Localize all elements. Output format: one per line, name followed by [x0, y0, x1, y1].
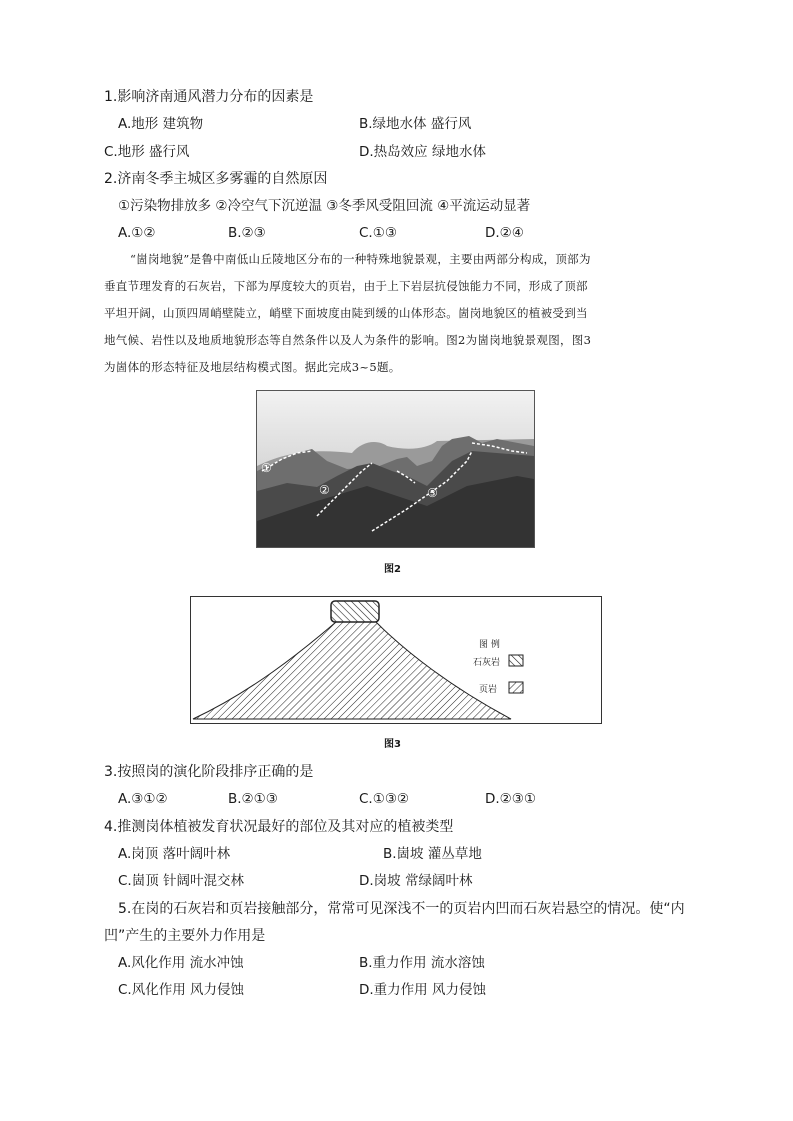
q2-option-d: D.②④ [485, 225, 524, 241]
passage-line-1: “崮岗地貌”是鲁中南低山丘陵地区分布的一种特殊地貌景观，主要由两部分构成，顶部为 [130, 252, 591, 266]
q1-option-b: B.绿地水体 盛行风 [359, 116, 472, 132]
figure-3-caption: 图3 [384, 739, 401, 750]
q4-option-c: C.崮顶 针阔叶混交林 [118, 873, 245, 889]
passage-line-4: 地气候、岩性以及地质地貌形态等自然条件以及人为条件的影响。图2为崮岗地貌景观图，图3 [104, 333, 592, 347]
q5-option-a: A.风化作用 流水冲蚀 [118, 955, 244, 971]
legend-limestone-swatch [509, 655, 523, 666]
q5-option-d: D.重力作用 风力侵蚀 [359, 982, 486, 998]
q1-option-d: D.热岛效应 绿地水体 [359, 144, 486, 160]
q2-option-a: A.①② [118, 225, 156, 241]
marker-1: ① [261, 461, 272, 475]
shale-layer [193, 622, 511, 719]
q5-option-b: B.重力作用 流水溶蚀 [359, 955, 485, 971]
figure-2-caption: 图2 [384, 564, 401, 575]
limestone-cap [331, 601, 379, 622]
q1-option-c: C.地形 盛行风 [104, 144, 190, 160]
q3-option-b: B.②①③ [228, 791, 278, 807]
q4-option-b: B.崮坡 灌丛草地 [383, 846, 482, 862]
q1-stem: 1.影响济南通风潜力分布的因素是 [104, 89, 314, 105]
q3-option-c: C.①③② [359, 791, 410, 807]
q4-option-a: A.岗顶 落叶阔叶林 [118, 846, 231, 862]
figure-2-photo [256, 390, 535, 548]
marker-2: ② [319, 483, 330, 497]
legend-title: 图 例 [479, 640, 500, 650]
q5-option-c: C.风化作用 风力侵蚀 [118, 982, 245, 998]
q3-stem: 3.按照岗的演化阶段排序正确的是 [104, 764, 314, 780]
q3-option-a: A.③①② [118, 791, 168, 807]
passage-line-2: 垂直节理发育的石灰岩，下部为厚度较大的页岩，由于上下岩层抗侵蚀能力不同，形成了顶部 [104, 279, 588, 293]
q4-stem: 4.推测岗体植被发育状况最好的部位及其对应的植被类型 [104, 819, 454, 835]
passage-line-3: 平坦开阔，山顶四周峭壁陡立，峭壁下面坡度由陡到缓的山体形态。崮岗地貌区的植被受到当 [104, 306, 588, 320]
legend-shale-swatch [509, 682, 523, 693]
cross-section-svg [191, 597, 601, 723]
q5-stem-line-1: 5.在岗的石灰岩和页岩接触部分，常常可见深浅不一的页岩内凹而石灰岩悬空的情况。使“内 [118, 901, 685, 917]
q2-option-b: B.②③ [228, 225, 266, 241]
q4-option-d: D.岗坡 常绿阔叶林 [359, 873, 473, 889]
legend-limestone-label: 石灰岩 [473, 658, 501, 668]
q1-option-a: A.地形 建筑物 [118, 116, 204, 132]
q5-stem-line-2: 凹”产生的主要外力作用是 [104, 928, 266, 944]
q2-stem: 2.济南冬季主城区多雾霾的自然原因 [104, 171, 328, 187]
q2-option-c: C.①③ [359, 225, 397, 241]
passage-line-5: 为崮体的形态特征及地层结构模式图。据此完成3~5题。 [104, 360, 401, 374]
marker-3: ③ [427, 486, 438, 500]
legend-shale-label: 页岩 [479, 685, 498, 695]
mountain-landscape [257, 391, 534, 547]
figure-3-diagram [190, 596, 602, 724]
q2-items: ①污染物排放多 ②冷空气下沉逆温 ③冬季风受阻回流 ④平流运动显著 [118, 198, 531, 214]
q3-option-d: D.②③① [485, 791, 536, 807]
